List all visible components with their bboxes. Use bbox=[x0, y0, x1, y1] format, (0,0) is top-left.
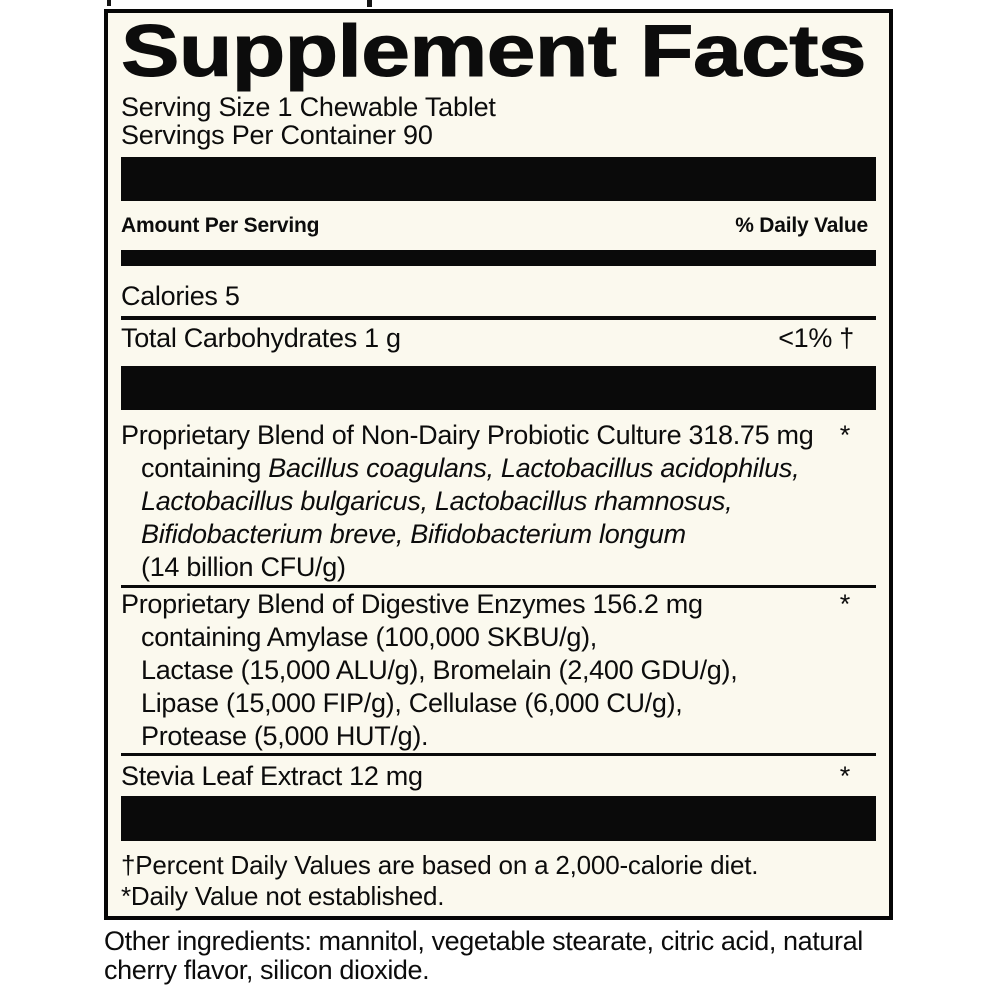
blend-detail-line bbox=[121, 485, 876, 518]
daily-value-footnote: †Percent Daily Values are based on a 2,000-calorie diet. bbox=[121, 850, 759, 880]
serving-info bbox=[121, 93, 876, 149]
panel-title: Supplement Facts bbox=[121, 11, 866, 92]
daily-value-header: % Daily Value bbox=[735, 214, 868, 237]
ingredient-row bbox=[121, 756, 876, 793]
blend-detail-line bbox=[121, 551, 876, 584]
crop-artifact bbox=[107, 0, 111, 6]
serving-size: Serving Size 1 Chewable Tablet bbox=[121, 92, 496, 122]
blend-title-row bbox=[121, 419, 876, 452]
total-carbohydrates-daily-value: <1% † bbox=[778, 323, 854, 353]
footnotes bbox=[121, 850, 876, 912]
total-carbohydrates-row bbox=[121, 320, 876, 366]
not-established-footnote: *Daily Value not established. bbox=[121, 881, 445, 911]
blends bbox=[121, 419, 876, 756]
blend-detail-line bbox=[121, 720, 876, 753]
amount-per-serving-header: Amount Per Serving bbox=[121, 214, 320, 237]
supplement-facts-panel bbox=[104, 9, 893, 920]
blend-text: Protease (5,000 HUT/g). bbox=[141, 721, 429, 751]
blend-detail-line bbox=[121, 452, 876, 485]
ingredient-daily-value: * bbox=[839, 761, 850, 791]
separator-bar-thick bbox=[121, 796, 876, 841]
other-ingredients: Other ingredients: mannitol, vegetable stearate, citric acid, natural cherry flavor, silicon dioxide. bbox=[104, 926, 863, 985]
blend-daily-value: * bbox=[839, 589, 850, 619]
blend-detail-line bbox=[121, 654, 876, 687]
servings-per-container: Servings Per Container 90 bbox=[121, 120, 433, 150]
blend-row bbox=[121, 588, 876, 753]
blend-text: containing bbox=[141, 453, 269, 483]
blend-detail-line bbox=[121, 621, 876, 654]
blend-title-row bbox=[121, 588, 876, 621]
crop-artifact bbox=[367, 0, 372, 7]
blend-detail-line bbox=[121, 518, 876, 551]
blend-text: (14 billion CFU/g) bbox=[141, 552, 346, 582]
blend-detail-line bbox=[121, 687, 876, 720]
column-header-row bbox=[121, 201, 876, 250]
separator-bar-thick bbox=[121, 157, 876, 201]
calories-label: Calories 5 bbox=[121, 281, 240, 311]
ingredient-name: Stevia Leaf Extract 12 mg bbox=[121, 761, 423, 791]
species-name: Lactobacillus bulgaricus, Lactobacillus rhamnosus, bbox=[141, 486, 733, 516]
blend-daily-value: * bbox=[839, 420, 850, 450]
calories-row bbox=[121, 266, 876, 320]
separator-bar-thin bbox=[121, 250, 876, 266]
species-name: Bifidobacterium breve, Bifidobacterium longum bbox=[141, 519, 686, 549]
total-carbohydrates-label: Total Carbohydrates 1 g bbox=[121, 323, 401, 353]
blend-name: Proprietary Blend of Digestive Enzymes 156.2 mg bbox=[121, 589, 703, 619]
blend-text: Lipase (15,000 FIP/g), Cellulase (6,000 CU/g), bbox=[141, 688, 683, 718]
blend-name: Proprietary Blend of Non-Dairy Probiotic Culture 318.75 mg bbox=[121, 420, 814, 450]
blend-text: containing Amylase (100,000 SKBU/g), bbox=[141, 622, 597, 652]
blend-text: Lactase (15,000 ALU/g), Bromelain (2,400 GDU/g), bbox=[141, 655, 738, 685]
blend-row bbox=[121, 419, 876, 584]
species-name: Bacillus coagulans, Lactobacillus acidophilus, bbox=[268, 453, 800, 483]
separator-bar-thick bbox=[121, 366, 876, 410]
